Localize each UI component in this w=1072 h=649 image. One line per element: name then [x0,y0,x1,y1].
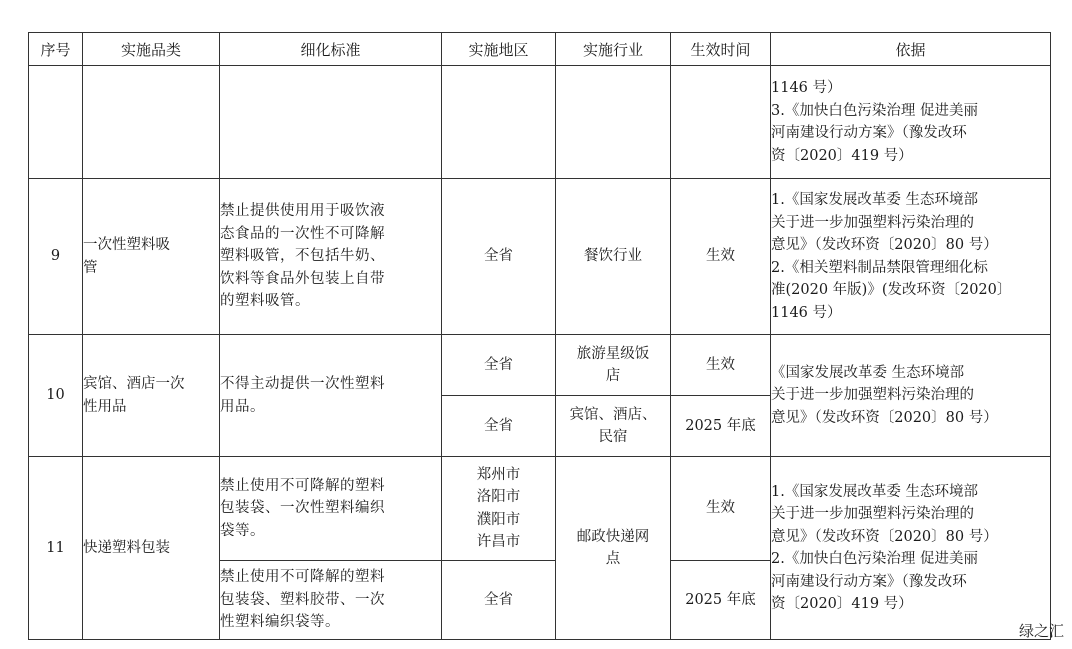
cell-standard: 禁止使用不可降解的塑料 包装袋、一次性塑料编织 袋等。 [220,457,442,561]
table-row-11 [29,457,1051,561]
cell-industry: 宾馆、酒店、 民宿 [556,396,671,457]
cell-time: 2025 年底 [671,561,771,640]
header-time: 生效时间 [671,33,771,66]
cell-region: 全省 [442,335,556,396]
cell-category: 一次性塑料吸 管 [83,179,220,335]
cell-standard [220,66,442,179]
cell-industry: 餐饮行业 [556,179,671,335]
watermark-text: 绿之汇 [1018,622,1064,640]
header-row [29,33,1051,66]
cell-no: 10 [29,335,83,457]
header-region: 实施地区 [442,33,556,66]
cell-basis: 1.《国家发展改革委 生态环境部 关于进一步加强塑料污染治理的 意见》（发改环资〔2020〕80 号） 2.《加快白色污染治理 促进美丽 河南建设行动方案》（豫发改环 资〔2020〕419 号） [771,457,1051,640]
table-row-10 [29,335,1051,396]
cell-no: 11 [29,457,83,640]
cell-standard: 禁止使用不可降解的塑料 包装袋、塑料胶带、一次 性塑料编织袋等。 [220,561,442,640]
cell-time: 生效 [671,179,771,335]
cell-basis [771,66,1051,179]
cell-region: 全省 [442,396,556,457]
basis-line: 资〔2020〕419 号） [771,147,913,164]
cell-basis: 《国家发展改革委 生态环境部 关于进一步加强塑料污染治理的 意见》（发改环资〔2020〕80 号） [771,335,1051,457]
basis-line: 3.《加快白色污染治理 促进美丽 [771,102,978,119]
cell-category: 宾馆、酒店一次 性用品 [83,335,220,457]
header-basis: 依据 [771,33,1051,66]
policy-table [28,32,1051,640]
cell-time: 生效 [671,335,771,396]
header-category: 实施品类 [83,33,220,66]
header-industry: 实施行业 [556,33,671,66]
table-row-9 [29,179,1051,335]
cell-category: 快递塑料包装 [83,457,220,640]
cell-industry: 邮政快递网 点 [556,457,671,640]
cell-no [29,66,83,179]
cell-basis: 1.《国家发展改革委 生态环境部 关于进一步加强塑料污染治理的 意见》（发改环资〔2020〕80 号） 2.《相关塑料制品禁限管理细化标 准(2020 年版)》(发改环资〔2020〕 1146 号） [771,179,1051,335]
cell-region: 郑州市 洛阳市 濮阳市 许昌市 [442,457,556,561]
cell-time [671,66,771,179]
cell-time: 生效 [671,457,771,561]
table-row-continued [29,66,1051,179]
cell-industry: 旅游星级饭 店 [556,335,671,396]
basis-line: 1146 号） [771,80,842,96]
cell-standard: 不得主动提供一次性塑料 用品。 [220,335,442,457]
cell-region: 全省 [442,179,556,335]
cell-time: 2025 年底 [671,396,771,457]
header-standard: 细化标准 [220,33,442,66]
cell-industry [556,66,671,179]
header-no: 序号 [29,33,83,66]
cell-region [442,66,556,179]
cell-no: 9 [29,179,83,335]
cell-region: 全省 [442,561,556,640]
basis-line: 河南建设行动方案》（豫发改环 [771,125,967,141]
cell-category [83,66,220,179]
cell-standard: 禁止提供使用用于吸饮液 态食品的一次性不可降解 塑料吸管，不包括牛奶、 饮料等食品外包装上自带 的塑料吸管。 [220,179,442,335]
